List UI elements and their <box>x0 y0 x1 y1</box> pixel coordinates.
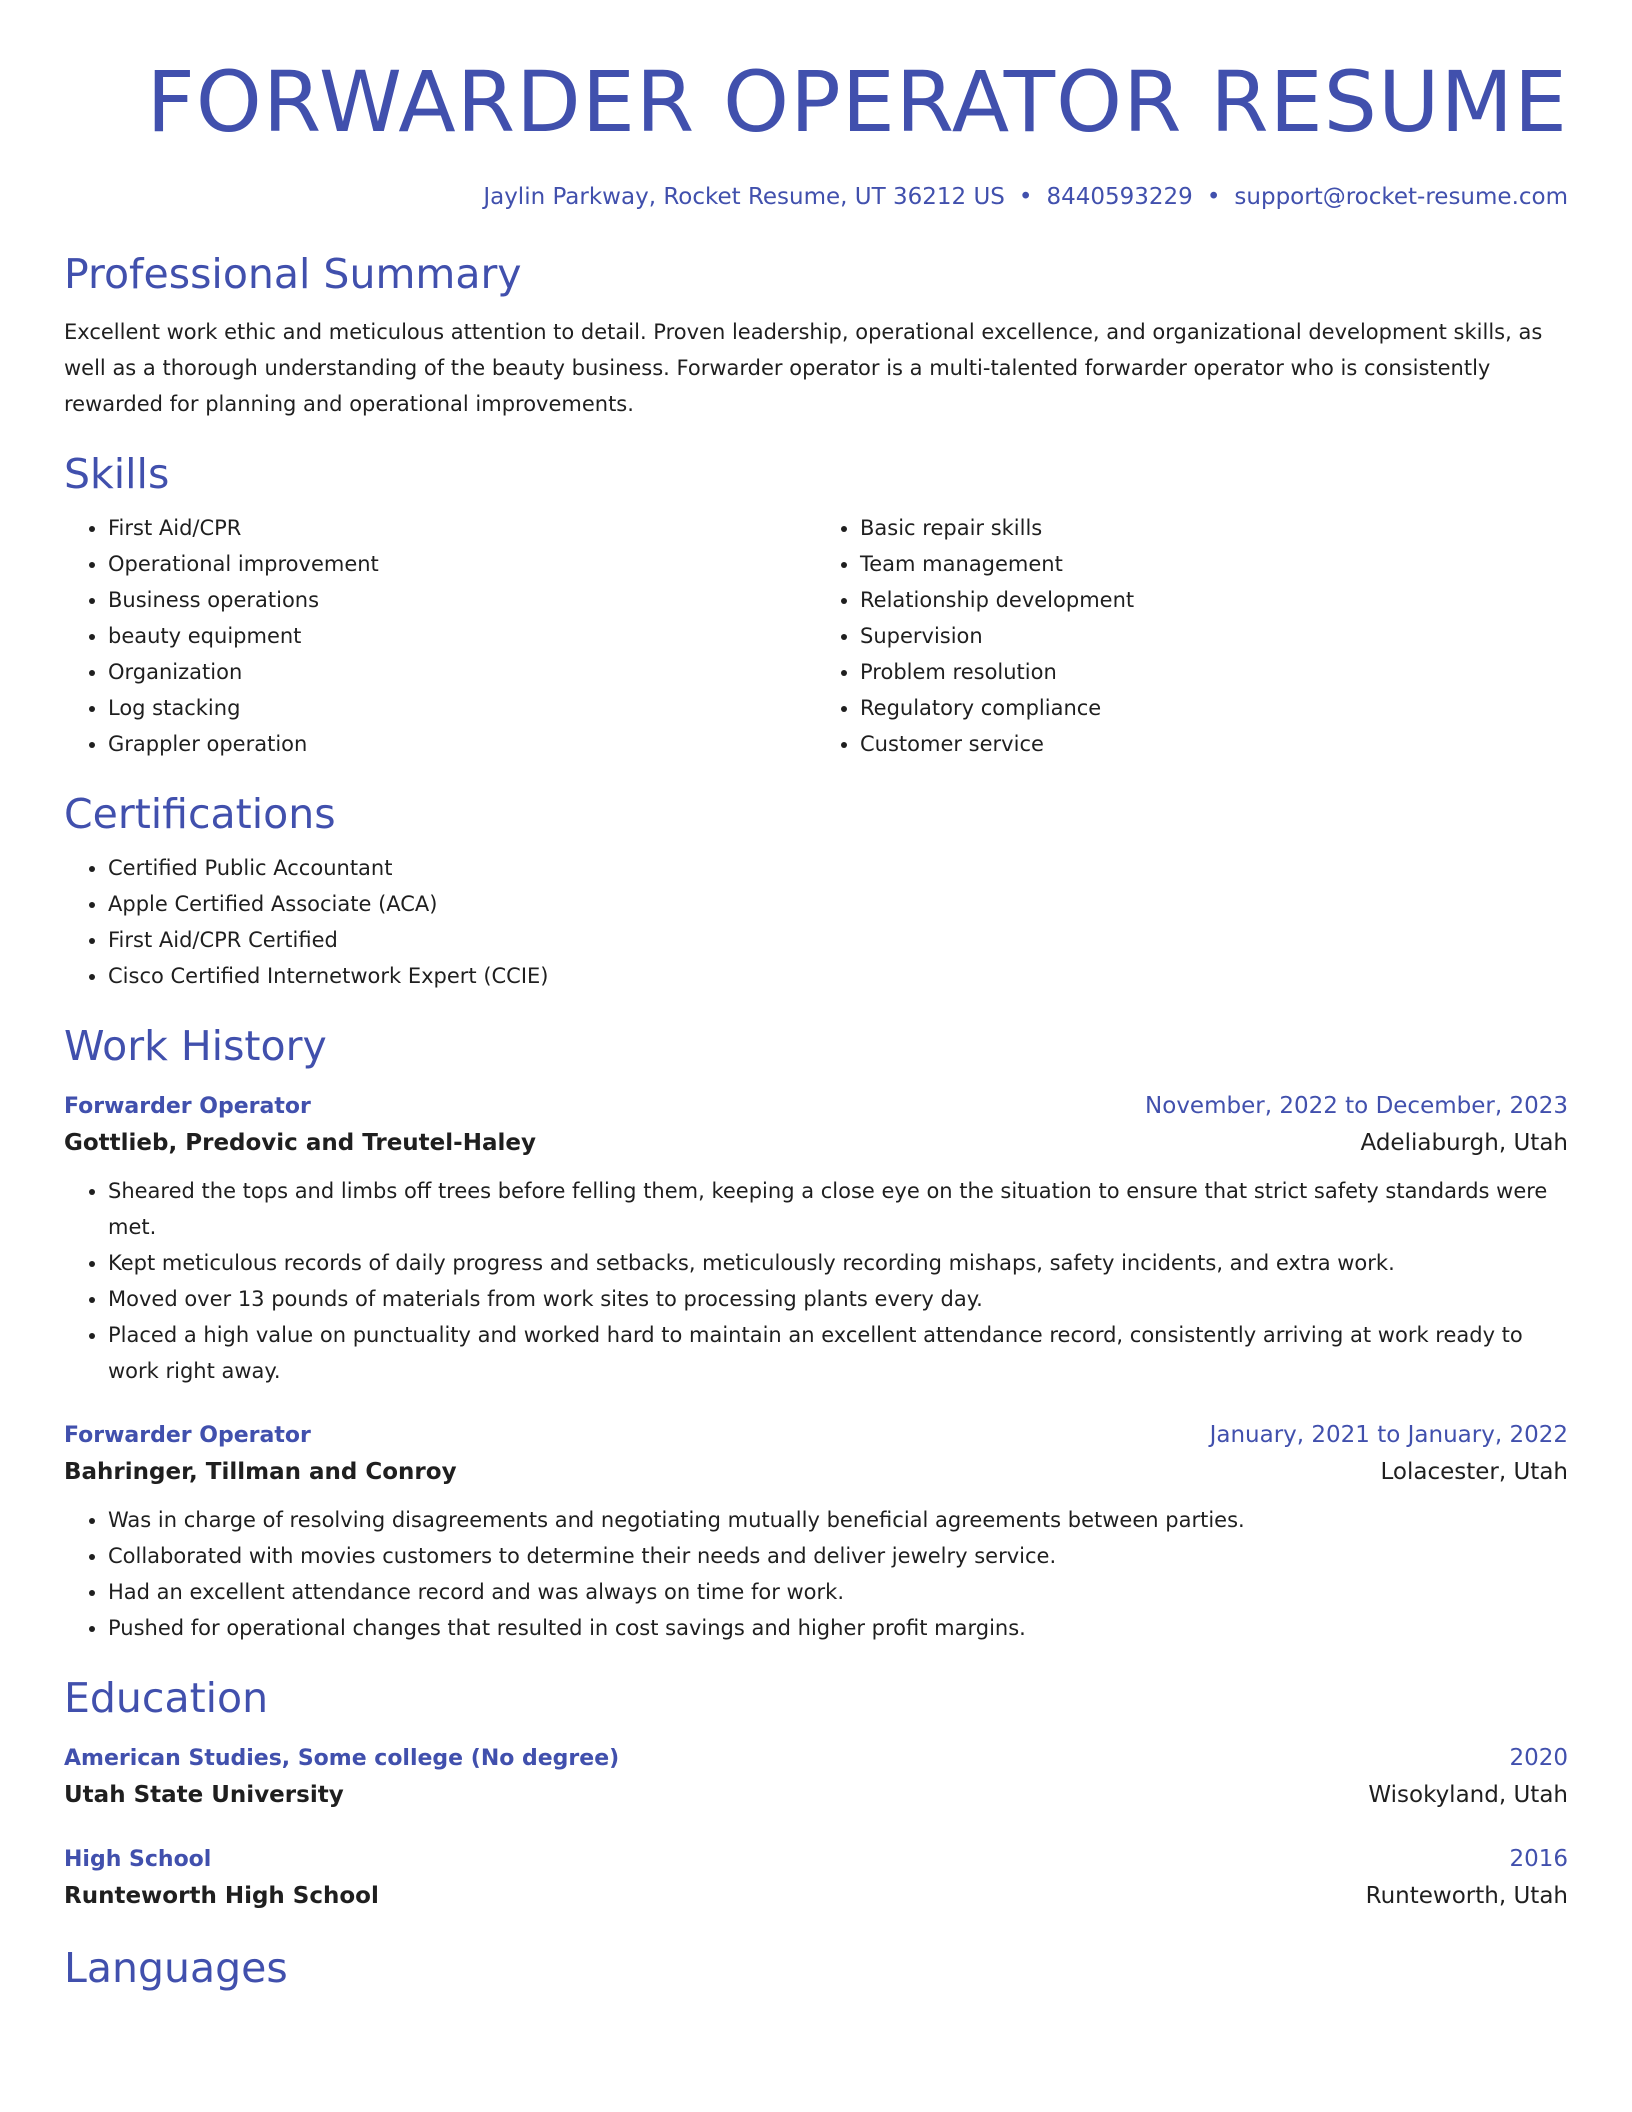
summary-section <box>64 248 1568 422</box>
education-year: 2020 <box>1509 1745 1568 1771</box>
education-school: Runteworth High School <box>64 1883 379 1909</box>
job-dates: November, 2022 to December, 2023 <box>1145 1093 1568 1119</box>
job-title: Forwarder Operator <box>64 1094 311 1119</box>
job-bullet: • Pushed for operational changes that resulted in cost savings and higher profit margins. <box>108 1610 1568 1646</box>
summary-heading: Professional Summary <box>64 250 522 298</box>
contact-separator: • <box>1018 184 1033 210</box>
skills-list-right <box>816 510 1568 762</box>
job-bullet: • Kept meticulous records of daily progress and setbacks, meticulously recording mishaps, safety incidents, and extra work. <box>108 1245 1568 1281</box>
skill-item: • Supervision <box>860 618 1568 654</box>
job-bullet: • Collaborated with movies customers to determine their needs and deliver jewelry service. <box>108 1538 1568 1574</box>
skills-column-left <box>64 510 816 762</box>
job-bullet: • Placed a high value on punctuality and worked hard to maintain an excellent attendance record, consistently arriving at work ready to work right away. <box>108 1317 1568 1389</box>
skill-item: • Grappler operation <box>108 726 816 762</box>
skill-item: • Relationship development <box>860 582 1568 618</box>
skills-list-left <box>64 510 816 762</box>
education-header-row <box>64 1742 1568 1775</box>
education-section <box>64 1672 1568 1916</box>
job-employer: Gottlieb, Predovic and Treutel-Haley <box>64 1130 536 1156</box>
job-bullet: • Sheared the tops and limbs off trees before felling them, keeping a close eye on the situation to ensure that strict safety standards were met. <box>108 1173 1568 1245</box>
work-history-section <box>64 1020 1568 1646</box>
education-school: Utah State University <box>64 1782 344 1808</box>
education-school-row <box>64 1876 1568 1916</box>
job-employer: Bahringer, Tillman and Conroy <box>64 1459 457 1485</box>
skills-columns <box>64 510 1568 762</box>
work-history-heading: Work History <box>64 1022 327 1070</box>
skill-item: • Team management <box>860 546 1568 582</box>
skills-column-right <box>816 510 1568 762</box>
certification-item: • Apple Certified Associate (ACA) <box>108 886 1568 922</box>
job-employer-row <box>64 1123 1568 1163</box>
education-header-row <box>64 1843 1568 1876</box>
contact-line <box>64 182 1568 212</box>
certification-item: • Certified Public Accountant <box>108 850 1568 886</box>
education-heading: Education <box>64 1674 269 1722</box>
job-bullet: • Moved over 13 pounds of materials from work sites to processing plants every day. <box>108 1281 1568 1317</box>
resume-title: FORWARDER OPERATOR RESUME <box>146 53 1568 151</box>
skill-item: • Problem resolution <box>860 654 1568 690</box>
certifications-heading: Certifications <box>64 790 336 838</box>
skill-item: • beauty equipment <box>108 618 816 654</box>
education-location: Wisokyland, Utah <box>1368 1782 1568 1808</box>
skill-item: • Regulatory compliance <box>860 690 1568 726</box>
skills-heading: Skills <box>64 450 170 498</box>
certifications-list <box>64 850 1568 994</box>
contact-address: Jaylin Parkway, Rocket Resume, UT 36212 US <box>483 184 1005 210</box>
contact-email[interactable]: support@rocket-resume.com <box>1234 184 1568 210</box>
job-location: Adeliaburgh, Utah <box>1360 1130 1568 1156</box>
languages-section <box>64 1942 1568 1994</box>
skill-item: • Business operations <box>108 582 816 618</box>
job-employer-row <box>64 1452 1568 1492</box>
contact-separator: • <box>1206 184 1221 210</box>
certification-item: • First Aid/CPR Certified <box>108 922 1568 958</box>
resume-header <box>64 0 1568 212</box>
job-dates: January, 2021 to January, 2022 <box>1209 1422 1568 1448</box>
skill-item: • Organization <box>108 654 816 690</box>
job-header-row <box>64 1090 1568 1123</box>
job-bullets <box>64 1173 1568 1389</box>
job-title: Forwarder Operator <box>64 1423 311 1448</box>
skill-item: • Customer service <box>860 726 1568 762</box>
skill-item: • First Aid/CPR <box>108 510 816 546</box>
education-school-row <box>64 1775 1568 1815</box>
summary-text: Excellent work ethic and meticulous attention to detail. Proven leadership, operational excellence, and organizational development skills, as well as a thorough understanding of the beauty business. Forwarder operator is a multi-talented forwarder operator who is consistently rewarded for planning and operational improvements. <box>64 320 1543 416</box>
job-header-row <box>64 1419 1568 1452</box>
skill-item: • Log stacking <box>108 690 816 726</box>
skills-section <box>64 448 1568 762</box>
certification-item: • Cisco Certified Internetwork Expert (CCIE) <box>108 958 1568 994</box>
job-bullets <box>64 1502 1568 1646</box>
education-degree: American Studies, Some college (No degree) <box>64 1746 620 1771</box>
education-entry <box>64 1742 1568 1815</box>
education-degree: High School <box>64 1847 212 1872</box>
skill-item: • Basic repair skills <box>860 510 1568 546</box>
languages-heading: Languages <box>64 1944 288 1992</box>
job-location: Lolacester, Utah <box>1380 1459 1568 1485</box>
certifications-section <box>64 788 1568 994</box>
skill-item: • Operational improvement <box>108 546 816 582</box>
job-bullet: • Had an excellent attendance record and was always on time for work. <box>108 1574 1568 1610</box>
job-entry <box>64 1090 1568 1389</box>
job-bullet: • Was in charge of resolving disagreements and negotiating mutually beneficial agreements between parties. <box>108 1502 1568 1538</box>
contact-phone: 8440593229 <box>1046 184 1193 210</box>
education-entry <box>64 1843 1568 1916</box>
job-entry <box>64 1419 1568 1646</box>
education-year: 2016 <box>1509 1846 1568 1872</box>
education-location: Runteworth, Utah <box>1365 1883 1568 1909</box>
